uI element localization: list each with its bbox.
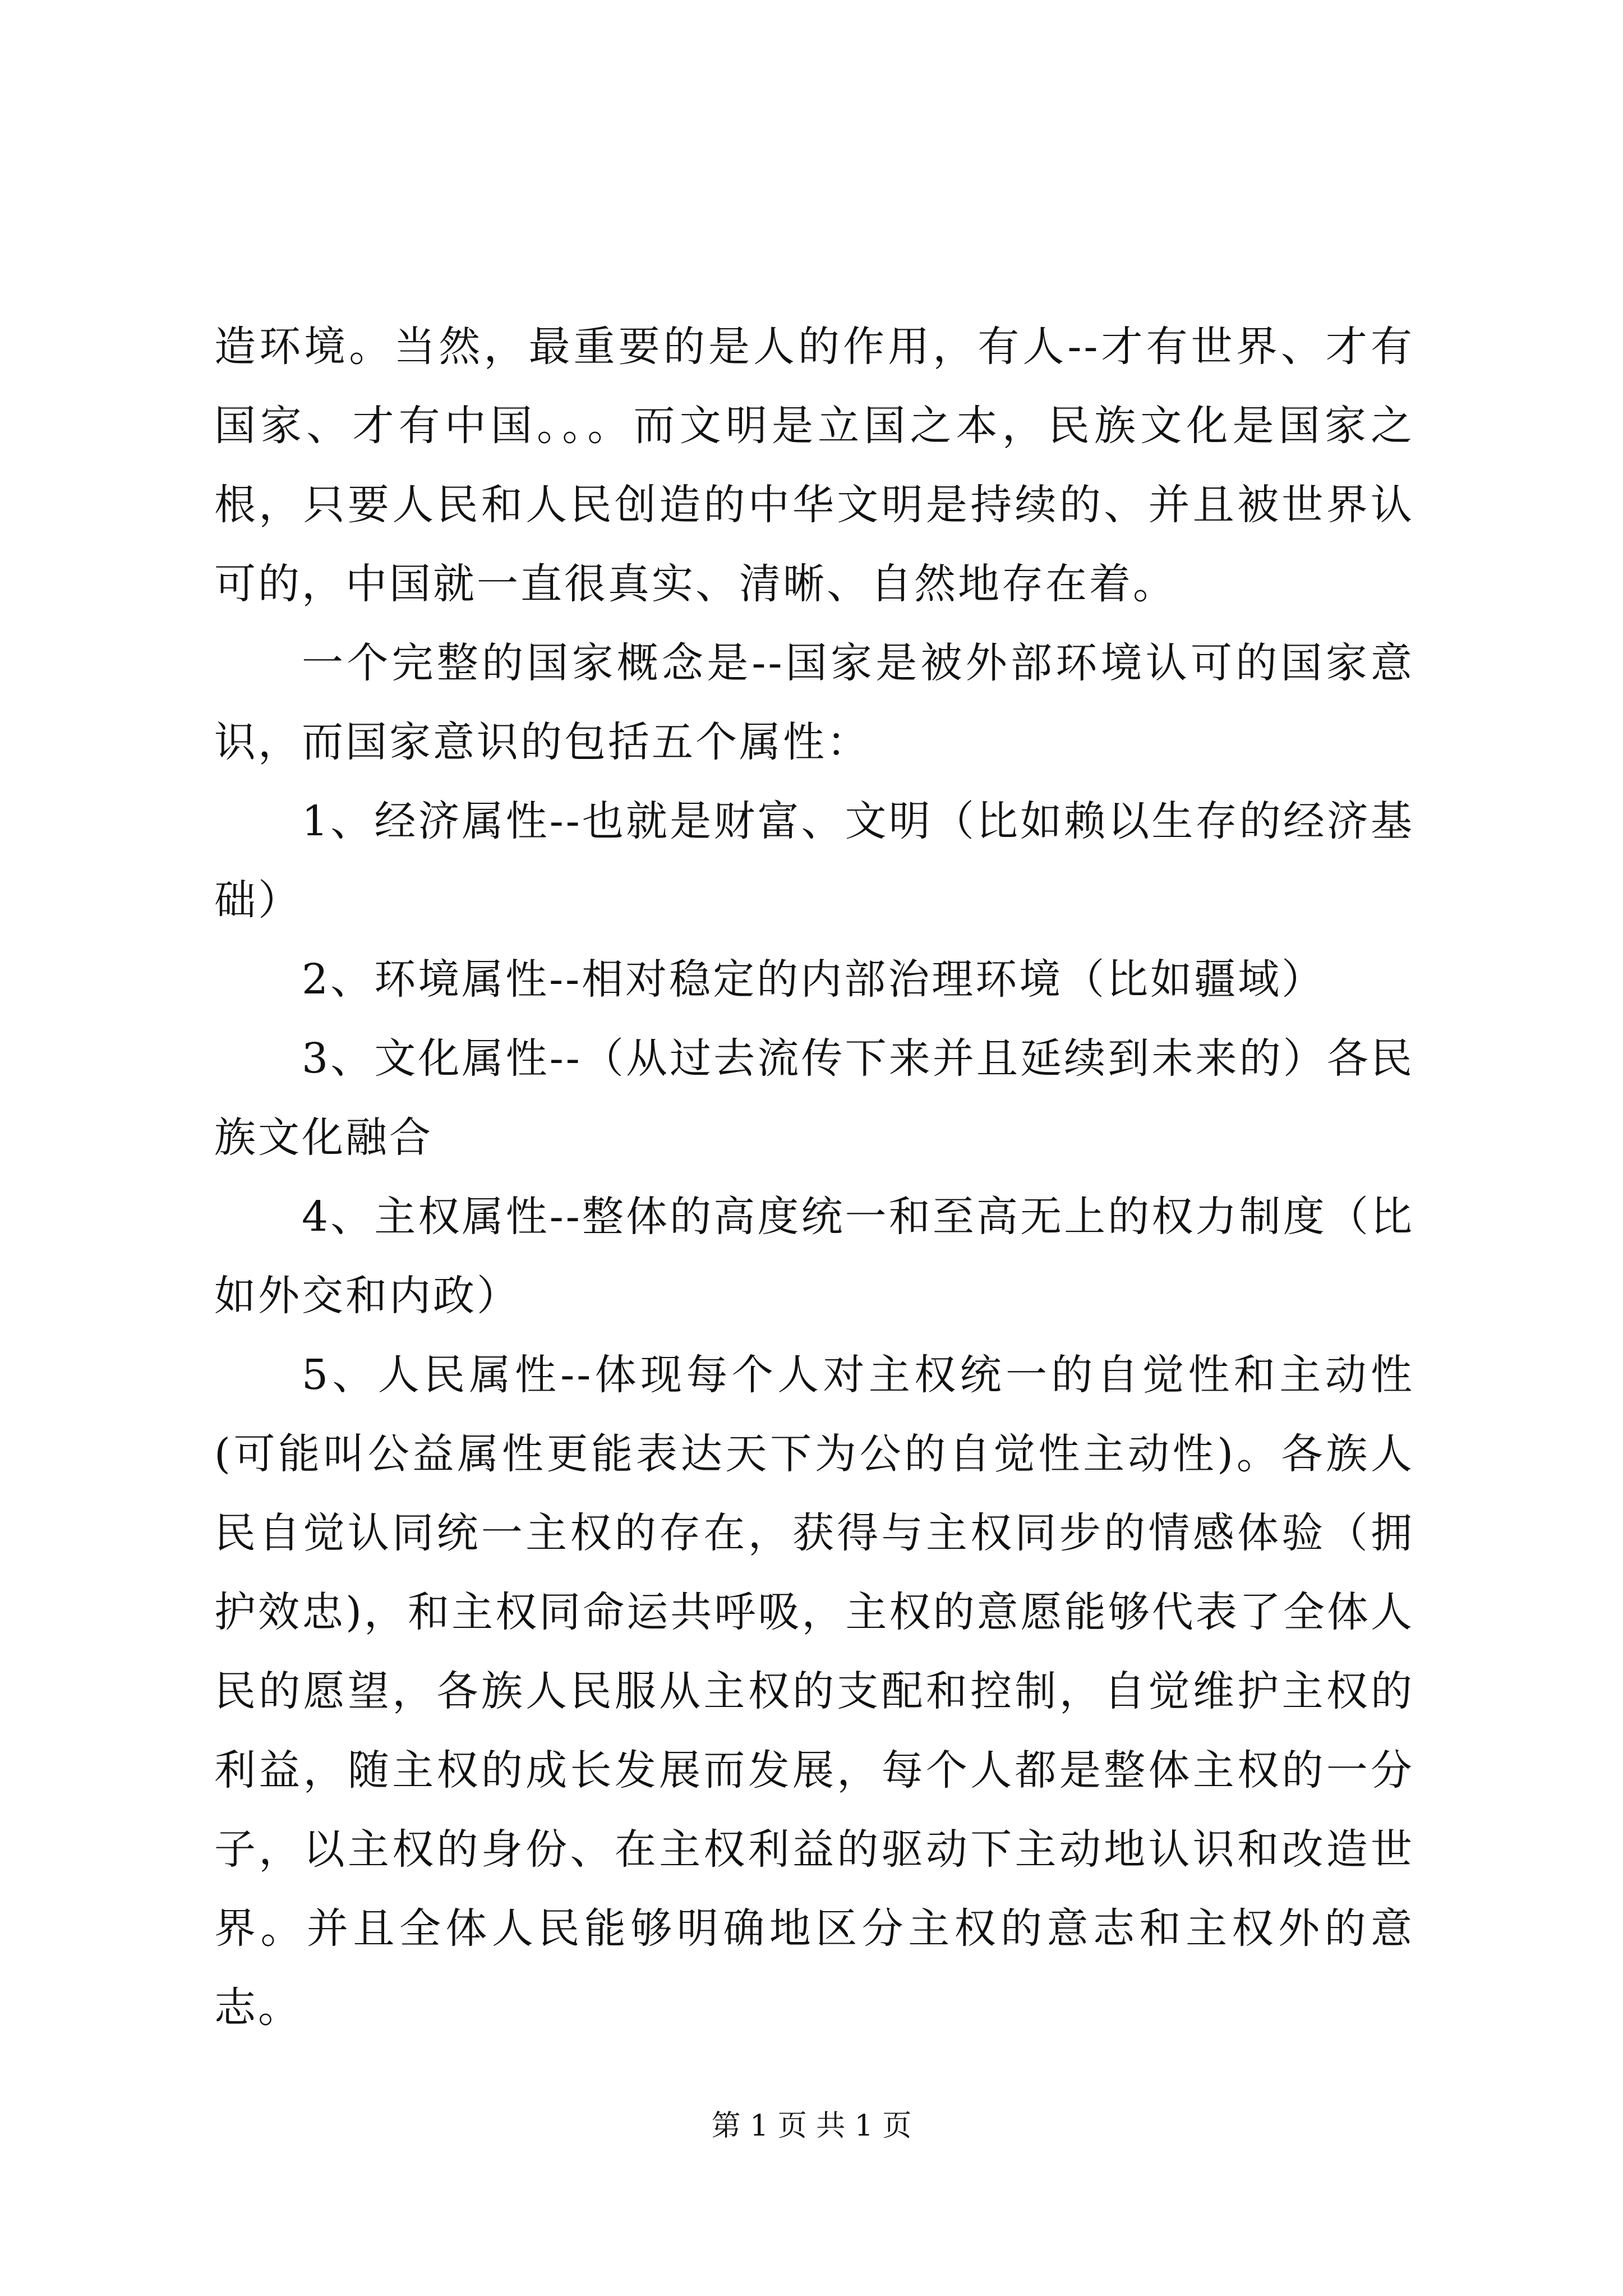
page-footer: 第 1 页 共 1 页: [711, 2109, 912, 2143]
paragraph-5: 3、文化属性--（从过去流传下来并且延续到未来的）各民族文化融合: [214, 1034, 1414, 1162]
paragraph-4: 2、环境属性--相对稳定的内部治理环境（比如疆域）: [302, 955, 1326, 1004]
document-body: [214, 307, 1414, 2047]
paragraph-7: 5、人民属性--体现每个人对主权统一的自觉性和主动性(可能叫公益属性更能表达天下为公的自觉性主动性)。各族人民自觉认同统一主权的存在，获得与主权同步的情感体验（拥护效忠)，和主权同命运共呼吸，主权的意愿能够代表了全体人民的愿望，各族人民服从主权的支配和控制，自觉维护主权的利益，随主权的成长发展而发展，每个人都是整体主权的一分子，以主权的身份、在主权利益的驱动下主动地认识和改造世界。并且全体人民能够明确地区分主权的意志和主权外的意志。: [214, 1351, 1414, 2032]
paragraph-1: 造环境。当然，最重要的是人的作用，有人--才有世界、才有国家、才有中国。。。而文明是立国之本，民族文化是国家之根，只要人民和人民创造的中华文明是持续的、并且被世界认可的，中国就一直很真实、清晰、自然地存在着。: [214, 323, 1414, 608]
paragraph-3: 1、经济属性--也就是财富、文明（比如赖以生存的经济基础）: [214, 797, 1414, 924]
paragraph-6: 4、主权属性--整体的高度统一和至高无上的权力制度（比如外交和内政）: [214, 1193, 1414, 1320]
paragraph-2: 一个完整的国家概念是--国家是被外部环境认可的国家意识，而国家意识的包括五个属性：: [214, 639, 1414, 766]
